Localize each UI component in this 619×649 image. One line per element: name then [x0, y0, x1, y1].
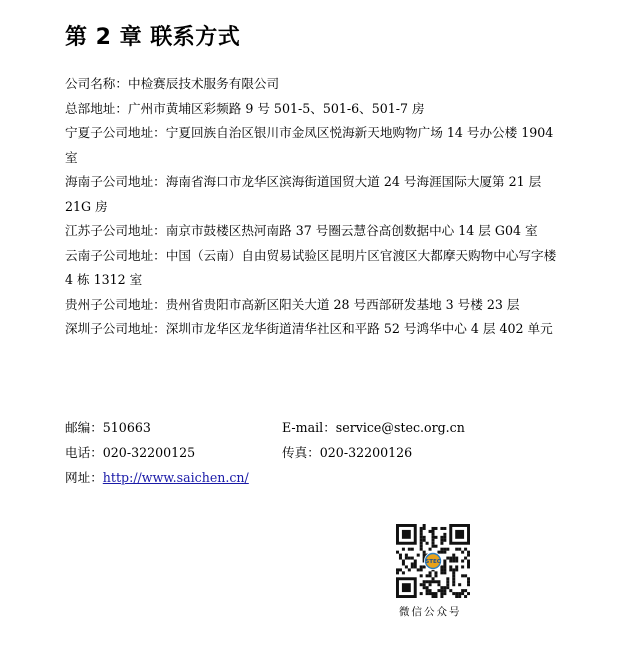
hainan-address: 海南子公司地址：海南省海口市龙华区滨海街道国贸大道 24 号海涯国际大厦第 21 层 21G 房	[65, 174, 542, 214]
hq-address: 总部地址：广州市黄埔区彩频路 9 号 501-5、501-6、501-7 房	[65, 100, 425, 116]
wechat-qr-code	[396, 524, 470, 598]
phone	[65, 442, 195, 461]
jiangsu-address: 江苏子公司地址：南京市鼓楼区热河南路 37 号圈云慧谷高创数据中心 14 层 G04 室	[65, 223, 538, 238]
company-info	[65, 72, 565, 342]
qr-logo-text: STEC	[425, 559, 441, 566]
phone-label: 电话：	[65, 445, 103, 460]
yunnan-address: 云南子公司地址：中国（云南）自由贸易试验区昆明片区官渡区大都摩天购物中心写字楼 4 栋 1312 室	[65, 247, 557, 287]
company-name: 公司名称：中检赛辰技术服务有限公司	[65, 76, 280, 91]
website	[65, 467, 249, 486]
fax-value: 020-32200126	[319, 445, 413, 460]
shenzhen-address: 深圳子公司地址：深圳市龙华区龙华街道清华社区和平路 52 号鸿华中心 4 层 402 单元	[65, 321, 553, 336]
fax-label: 传真：	[282, 445, 320, 460]
email-value: service@stec.org.cn	[335, 420, 465, 435]
email-label: E-mail：	[282, 420, 336, 435]
website-link[interactable]: http://www.saichen.cn/	[102, 470, 249, 485]
chapter-title: 第 2 章 联系方式	[65, 25, 241, 50]
qr-caption: 微信公众号	[399, 606, 462, 618]
email	[282, 417, 465, 436]
postcode-label: 邮编：	[65, 420, 103, 435]
postcode-value: 510663	[102, 420, 151, 435]
postcode	[65, 417, 151, 436]
guizhou-address: 贵州子公司地址：贵州省贵阳市高新区阳关大道 28 号西部研发基地 3 号楼 23 层	[65, 296, 520, 312]
ningxia-address: 宁夏子公司地址：宁夏回族自治区银川市金凤区悦海新天地购物广场 14 号办公楼 1904 室	[65, 125, 554, 165]
website-label: 网址：	[65, 470, 103, 485]
phone-value: 020-32200125	[102, 445, 196, 460]
fax	[282, 442, 412, 461]
